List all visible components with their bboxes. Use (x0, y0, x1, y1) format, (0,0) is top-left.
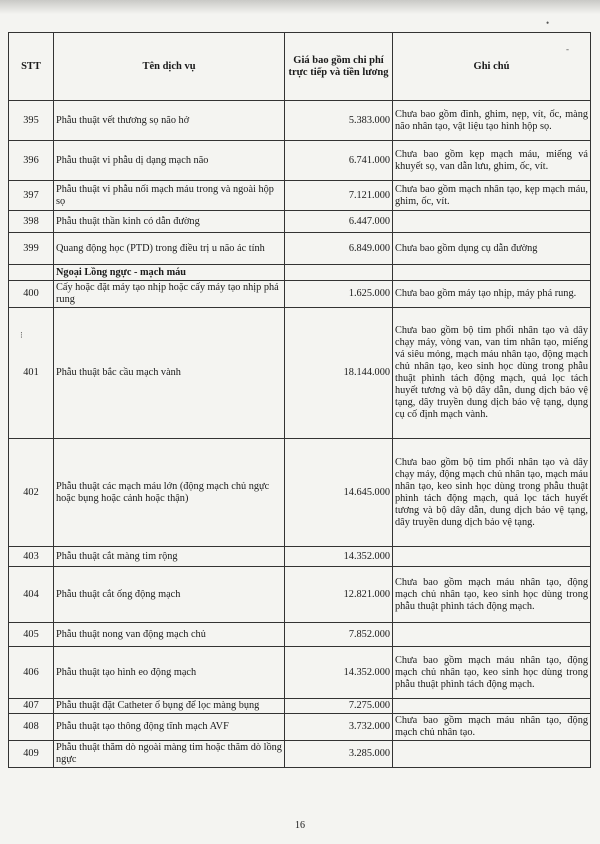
row-price: 3.732.000 (285, 714, 393, 741)
row-stt: 405 (9, 623, 54, 647)
row-service-name: Phẫu thuật vi phẫu dị dạng mạch não (54, 141, 285, 181)
table-row (9, 141, 591, 181)
row-stt: 397 (9, 181, 54, 211)
row-service-name: Quang động học (PTD) trong điều trị u não ác tính (54, 233, 285, 265)
row-service-name: Cấy hoặc đặt máy tạo nhịp hoặc cấy máy tạo nhịp phá rung (54, 281, 285, 308)
row-note: Chưa bao gồm máy tạo nhịp, máy phá rung. (393, 281, 591, 308)
row-stt: 398 (9, 211, 54, 233)
row-service-name: Phẫu thuật đặt Catheter ổ bụng để lọc màng bụng (54, 699, 285, 714)
row-price: 7.852.000 (285, 623, 393, 647)
table-row (9, 714, 591, 741)
row-service-name: Phẫu thuật vết thương sọ não hở (54, 101, 285, 141)
row-service-name: Phẫu thuật thần kinh có dẫn đường (54, 211, 285, 233)
scan-speck: • (546, 18, 550, 28)
row-stt: 401 (9, 308, 54, 439)
row-stt: 404 (9, 567, 54, 623)
table-row (9, 647, 591, 699)
row-stt: 399 (9, 233, 54, 265)
row-note (393, 623, 591, 647)
row-note: Chưa bao gồm dụng cụ dẫn đường (393, 233, 591, 265)
row-price: 12.821.000 (285, 567, 393, 623)
section-row (9, 265, 591, 281)
row-note: Chưa bao gồm mạch máu nhân tạo, động mạch chủ nhân tạo, keo sinh học dùng trong phẫu thuật phình tách động mạch. (393, 567, 591, 623)
row-note: Chưa bao gồm đinh, ghim, nẹp, vít, ốc, màng não nhân tạo, vật liệu tạo hình hộp sọ. (393, 101, 591, 141)
row-price: 6.741.000 (285, 141, 393, 181)
row-price: 14.352.000 (285, 647, 393, 699)
row-price: 14.645.000 (285, 439, 393, 547)
row-service-name: Phẫu thuật nong van động mạch chủ (54, 623, 285, 647)
row-price: 18.144.000 (285, 308, 393, 439)
row-note: Chưa bao gồm mạch máu nhân tạo, động mạch chủ nhân tạo, keo sinh học dùng trong phẫu thuật phình tách động mạch. (393, 647, 591, 699)
row-price: 3.285.000 (285, 741, 393, 768)
table-row (9, 101, 591, 141)
header-price: Giá bao gồm chi phí trực tiếp và tiền lương (285, 33, 393, 101)
table-row (9, 308, 591, 439)
row-note: Chưa bao gồm kẹp mạch máu, miếng vá khuyết sọ, van dẫn lưu, ghim, ốc, vít. (393, 141, 591, 181)
section-title: Ngoại Lồng ngực - mạch máu (54, 265, 285, 281)
row-price: 7.275.000 (285, 699, 393, 714)
row-note: Chưa bao gồm mạch nhân tạo, kẹp mạch máu, ghim, ốc, vít. (393, 181, 591, 211)
row-service-name: Phẫu thuật cắt ống động mạch (54, 567, 285, 623)
row-service-name: Phẫu thuật tạo hình eo động mạch (54, 647, 285, 699)
row-price: 6.447.000 (285, 211, 393, 233)
table-row (9, 623, 591, 647)
row-service-name: Phẫu thuật vi phẫu nối mạch máu trong và ngoài hộp sọ (54, 181, 285, 211)
table-row (9, 567, 591, 623)
scan-edge-shadow (0, 0, 600, 14)
row-note (393, 699, 591, 714)
row-service-name: Phẫu thuật các mạch máu lớn (động mạch chủ ngực hoặc bụng hoặc cảnh hoặc thận) (54, 439, 285, 547)
table-row (9, 281, 591, 308)
row-note: Chưa bao gồm bộ tim phổi nhân tạo và dây chạy máy, động mạch chủ nhân tạo, mạch máu nhân tạo, keo sinh học dùng trong phẫu thuật phình tách động mạch, quả lọc tách huyết tương và bộ dây dẫn, dung dịch bảo vệ tạng, dây truyền dung dịch bảo vệ tạng. (393, 439, 591, 547)
table-row (9, 233, 591, 265)
row-note (393, 211, 591, 233)
row-price: 1.625.000 (285, 281, 393, 308)
row-note: Chưa bao gồm mạch máu nhân tạo, động mạch chủ nhân tạo. (393, 714, 591, 741)
table-header-row (9, 33, 591, 101)
row-stt: 407 (9, 699, 54, 714)
scan-speck: - (566, 44, 569, 54)
row-note (393, 741, 591, 768)
page-number: 16 (295, 820, 305, 831)
section-stt-empty (9, 265, 54, 281)
table-row (9, 699, 591, 714)
row-stt: 408 (9, 714, 54, 741)
row-price: 6.849.000 (285, 233, 393, 265)
row-note (393, 547, 591, 567)
scan-speck: ⁝ (20, 330, 23, 340)
row-service-name: Phẫu thuật thăm dò ngoài màng tim hoặc thăm dò lồng ngực (54, 741, 285, 768)
row-stt: 402 (9, 439, 54, 547)
section-note-empty (393, 265, 591, 281)
row-stt: 406 (9, 647, 54, 699)
row-stt: 395 (9, 101, 54, 141)
header-stt: STT (9, 33, 54, 101)
row-stt: 403 (9, 547, 54, 567)
table-row (9, 439, 591, 547)
row-service-name: Phẫu thuật cắt màng tim rộng (54, 547, 285, 567)
row-stt: 409 (9, 741, 54, 768)
row-price: 5.383.000 (285, 101, 393, 141)
section-price-empty (285, 265, 393, 281)
row-service-name: Phẫu thuật bắc cầu mạch vành (54, 308, 285, 439)
row-service-name: Phẫu thuật tạo thông động tĩnh mạch AVF (54, 714, 285, 741)
table-row (9, 741, 591, 768)
row-price: 14.352.000 (285, 547, 393, 567)
table-row (9, 211, 591, 233)
table-row (9, 181, 591, 211)
row-price: 7.121.000 (285, 181, 393, 211)
row-stt: 400 (9, 281, 54, 308)
header-service-name: Tên dịch vụ (54, 33, 285, 101)
service-price-table (8, 32, 591, 768)
header-note: Ghi chú (393, 33, 591, 101)
table-row (9, 547, 591, 567)
row-note: Chưa bao gồm bộ tim phổi nhân tạo và dây chạy máy, vòng van, van tim nhân tạo, miếng vá siêu mỏng, mạch máu nhân tạo, động mạch chủ nhân tạo, keo sinh học dùng trong phẫu thuật phình tách động mạch, quả lọc tách huyết tương và bộ dây dẫn, dung dịch bảo vệ tạng, dây truyền dung dịch bảo vệ tạng, dụng cụ cố định mạch vành. (393, 308, 591, 439)
row-stt: 396 (9, 141, 54, 181)
